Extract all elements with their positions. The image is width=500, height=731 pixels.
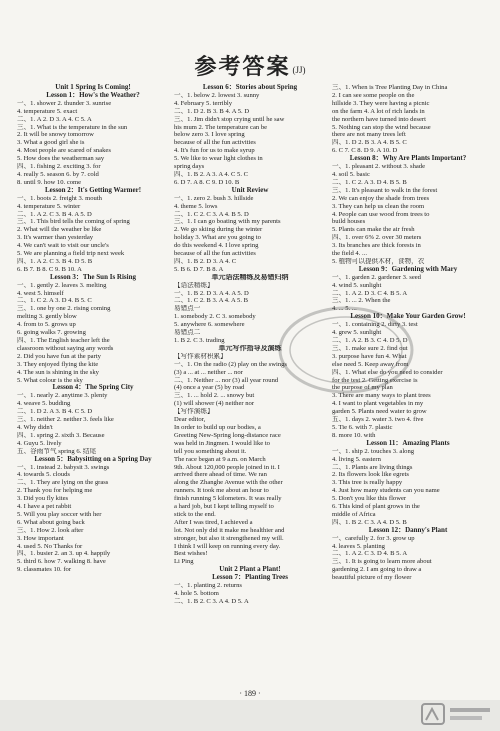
answer-line: 3. What a good girl she is (17, 139, 85, 147)
answer-line: 3. Its branches are thick forests in (332, 242, 421, 250)
answer-line: 四、1. The English teacher left the (17, 337, 110, 344)
answer-line: 1. somebody 2. C 3. somebody (174, 313, 256, 321)
answer-line: below zero 3. I love spring (174, 131, 245, 139)
answer-line: 4. wind 5. sunlight (332, 281, 382, 289)
answer-line: 二、1. Plants are living things (332, 463, 413, 471)
lesson-heading: Lesson 10：Make Your Garden Grow! (350, 313, 466, 321)
answer-line: 2. We go skiing during the winter (174, 226, 263, 234)
answer-line: 3. This tree is really happy (332, 479, 403, 487)
edition-badge: (JJ) (292, 65, 306, 76)
answer-line: 3. They can help us clean the room (332, 202, 425, 210)
answer-line: 4. really 5. season 6. by 7. cold (17, 170, 99, 178)
answer-line: 4. Guyu 5. lively (17, 439, 62, 447)
answer-line: 二、1. B 2. C 3. A 4. D 5. A (174, 597, 249, 605)
answer-line: because of all the fun activities (174, 139, 256, 147)
answer-line: 五、1. days 2. water 3. two 4. five (332, 416, 424, 424)
answer-line: (1) will shower (4) neither nor (174, 400, 255, 408)
lesson-heading: Lesson 3：The Sun Is Rising (50, 273, 136, 281)
answer-line: 9. classmates 10. for (17, 566, 72, 574)
answer-line: 4. west 5. himself (17, 289, 64, 297)
answer-line: 2. Did you have fun at the party (17, 352, 101, 360)
lesson-heading: Lesson 1：How's the Weather? (46, 91, 140, 99)
answer-line: 二、1. C 2. B 3. A 4. A 5. B (174, 297, 249, 305)
answer-line: 二、1. C 2. C 3. A 4. B 5. D (174, 210, 249, 218)
answer-line: 二、1. A 2. C 3. B 4. A 5. D (17, 210, 92, 218)
lesson-heading: Lesson 11：Amazing Plants (366, 439, 450, 447)
answer-line: 四、1. What else do you need to consider (332, 368, 443, 376)
answer-line: 一、carefully 2. for 3. grow up (332, 534, 415, 542)
answer-line: 四、1. B 2. A 3. A 4. C 5. C (174, 170, 249, 178)
answer-line: 一、1. nearly 2. anytime 3. plenty (17, 392, 108, 400)
answer-line: 9th. About 120,000 people joined in it. I (174, 463, 280, 471)
answer-line: 三、1. neither 2. neither 3. feels like (17, 416, 114, 424)
answer-line: middle of Africa (332, 510, 376, 518)
answer-line: 一、1. zero 2. bush 3. hillside (174, 194, 254, 202)
lesson-heading: Lesson 12：Danny's Plant (368, 526, 448, 534)
answer-line: 二、1. A 2. D 3. A 4. C 5. A (17, 115, 92, 123)
answer-line: runners. It took me about an hour to (174, 487, 269, 495)
answer-line: 6. C 7. C 8. D 9. A 10. D (332, 147, 398, 155)
answer-line: the purpose of my plan (332, 384, 393, 392)
answer-line: 【写作素材积累】 (174, 352, 227, 360)
answer-line: 4. I have a pet rabbit (17, 503, 72, 511)
answer-line: 一、1. below 2. lowest 3. sunny (174, 91, 260, 99)
answer-line: Greeting New-Spring long-distance race (174, 431, 281, 439)
answer-line: 三、1. Jim didn't stop crying until he saw (174, 115, 285, 123)
answer-line: 6. going walks 7. growing (17, 329, 86, 337)
lesson-heading: Unit 2 Plant a Plant! (219, 566, 281, 574)
answer-line: 易错点一 (174, 305, 201, 313)
answer-line: tell you something about it. (174, 447, 247, 455)
answer-line: 4. ... 5. ... (332, 305, 357, 313)
answer-line: 5. 植物可以提供木材，食物，衣 (332, 257, 425, 265)
answer-line: lot. Not only did it make me healthier and (174, 526, 285, 534)
answer-line: his mum 2. The temperature can be (174, 123, 268, 131)
lesson-heading: 单元写作指导及演练 (218, 344, 282, 352)
answer-line: 4. temperature 5. winter (17, 202, 81, 210)
answer-line: 2. Thank you for helping me (17, 487, 93, 495)
lesson-heading: Lesson 2：It's Getting Warmer! (44, 186, 142, 194)
answer-line: 5. We are planning a field trip next week (17, 250, 125, 258)
answer-line: 4. People can use wood from trees to (332, 210, 430, 218)
answer-line: 5. B 6. D 7. B 8. A (174, 265, 224, 273)
answer-line: spring days (174, 163, 205, 171)
answer-line: 二、1. C 2. A 3. D 4. B 5. B (332, 178, 407, 186)
answer-line: 三、1. It's pleasant to walk in the forest (332, 186, 438, 194)
answer-line: 3. There are many ways to plant trees (332, 392, 431, 400)
answer-line: else need 5. Keep away from (332, 360, 409, 368)
answer-line: 一、1. B 2. D 3. A 4. A 5. D (174, 289, 249, 297)
answer-line: 四、1. busier 2. an 3. up 4. happily (17, 550, 111, 558)
answer-line: 4. It's fun for us to make syrup (174, 147, 255, 155)
answer-line: 3. How important (17, 534, 64, 542)
lesson-heading: Unit 1 Spring Is Coming! (55, 84, 131, 91)
site-logo-watermark-icon (420, 700, 495, 728)
answer-line: 三、1. make sure 2. find out (332, 344, 408, 352)
lesson-heading: Lesson 9：Gardening with Mary (358, 265, 458, 273)
answer-line: 5. What colour is the sky (17, 376, 83, 384)
answer-line: 6. D 7. A 8. C 9. D 10. B (174, 178, 240, 186)
answer-column-1 (17, 84, 169, 574)
lesson-heading: Lesson 8：Why Are Plants Important? (349, 155, 467, 163)
answer-line: the field 4. ... (332, 250, 367, 258)
answer-line: holiday 3. What are you going to (174, 234, 261, 242)
answer-line: 2. We can enjoy the shade from trees (332, 194, 430, 202)
answer-line: along the Zhanghe Avenue with the other (174, 479, 283, 487)
answer-line: 易错点二 (174, 329, 201, 337)
answer-line: 三、1. What is the temperature in the sun (17, 123, 128, 131)
answer-line: stick to the end. (174, 510, 216, 518)
answer-line: 4. We can't wait to visit our uncle's (17, 242, 109, 250)
answer-line: 四、1. fishing 2. exciting 3. for (17, 163, 101, 171)
answer-line: 5. Don't you like this flower (332, 495, 407, 503)
answer-line: for the test 2. Getting exercise is (332, 376, 418, 384)
page-title: 参考答案 (194, 54, 291, 80)
answer-line: Dear editor, (174, 416, 206, 424)
answer-line: 4. Most people are scared of snakes (17, 147, 111, 155)
answer-line: 3. It's warmer than yesterday (17, 234, 94, 242)
answer-line: 三、1. It is going to learn more about (332, 558, 432, 566)
answer-line: 4. weave 5. budding (17, 400, 71, 408)
answer-line: 6. This kind of plant grows in the (332, 503, 420, 511)
answer-line: 四、1. D 2. B 3. A 4. B 5. C (332, 139, 407, 147)
answer-line: 4. hole 5. bottom (174, 590, 219, 597)
answer-line: 【写作演练】 (174, 408, 214, 416)
answer-line: 2. I can see some people on the (332, 91, 415, 99)
answer-line: 一、1. instead 2. babysit 3. swings (17, 463, 110, 471)
answer-line: 一、1. containing 2. dirty 3. test (332, 321, 418, 329)
answer-line: 四、1. spring 2. sixth 3. Because (17, 431, 105, 439)
answer-line: classroom without saying any words (17, 344, 114, 352)
answer-line: 五、谷雨节气 spring 6. 结尾 (17, 447, 97, 455)
answer-line: The race began at 9 a.m. on March (174, 455, 266, 463)
answer-line: 三、1. ... 2. When the (332, 297, 391, 305)
answer-line: 三、1. This bird tells the coming of spring (17, 218, 130, 226)
answer-line: 二、1. They are lying on the grass (17, 479, 109, 487)
answer-line: 4. towards 5. clouds (17, 471, 70, 479)
answer-line: 二、1. A 2. D 3. C 4. B 5. A (332, 289, 408, 297)
answer-line: I think I will keep on running every day. (174, 542, 281, 550)
answer-line: 二、1. D 2. B 3. B 4. A 5. D (174, 107, 250, 115)
answer-line: 四、1. B 2. D 3. A 4. C (174, 257, 237, 265)
answer-line: beautiful picture of my flower (332, 574, 412, 582)
answer-line: 二、1. D 2. A 3. B 4. C 5. D (17, 408, 93, 416)
answer-line: there are not many trees left (332, 131, 406, 139)
answer-line: 6. B 7. B 8. C 9. B 10. A (17, 265, 82, 273)
answer-line: melting 3. gently blow (17, 313, 77, 321)
answer-line: 4. leaves 5. planting (332, 542, 385, 550)
answer-line: 5. Tie 6. with 7. plastic (332, 423, 393, 431)
answer-line: gardening 2. I am going to draw a (332, 566, 422, 574)
answer-line: do this weekend 4. I love spring (174, 242, 259, 250)
answer-line: 4. Just how many students can you name (332, 487, 440, 495)
answer-line: 一、1. garden 2. gardener 3. seed (332, 273, 421, 281)
answer-line: 三、1. one by one 2. rising coming (17, 305, 111, 313)
answer-line: arrived there ahead of time. We ran (174, 471, 267, 479)
answer-line: 【语法精练】 (174, 281, 214, 289)
answer-line: 5. We like to wear light clothes in (174, 155, 263, 163)
answer-line: 一、1. pleasant 2. without 3. shade (332, 163, 426, 171)
answer-line: 8. until 9. how 10. come (17, 178, 82, 186)
answer-line: 二、1. A 2. B 3. C 4. D 5. D (332, 337, 408, 344)
answer-line: (3) a ... at ... neither ... nor (174, 368, 243, 376)
answer-line: 3. purpose have fun 4. What (332, 352, 407, 360)
lesson-heading: Lesson 6：Stories about Spring (202, 84, 298, 91)
answer-line: build houses (332, 218, 366, 226)
answer-line: 2. It will be snowy tomorrow (17, 131, 94, 139)
answer-line: 一、1. gently 2. leaves 3. melting (17, 281, 107, 289)
answer-line: 6. What about going back (17, 518, 85, 526)
answer-line: After I was tired, I achieved a (174, 518, 253, 526)
answer-line: 2. Its flowers look like egrets (332, 471, 409, 479)
answer-line: 5. third 6. how 7. walking 8. have (17, 558, 106, 566)
answer-line: 2. What will the weather be like (17, 226, 102, 234)
answer-line: 4. grew 5. sunlight (332, 329, 382, 337)
lesson-heading: 单元语法精练及易错归纳 (211, 273, 289, 281)
answer-line: (4) once a year (5) by road (174, 384, 245, 392)
answer-line: a hard job, but I kept telling myself to (174, 503, 274, 511)
answer-line: 二、1. A 2. C 3. D 4. B 5. A (332, 550, 408, 558)
answer-line: because of all the fun activities (174, 250, 256, 258)
answer-line: 二、1. C 2. A 3. D 4. B 5. C (17, 297, 92, 305)
page-number: · 189 · (239, 689, 261, 698)
answer-line: 一、1. On the radio (2) play on the swings (174, 360, 287, 368)
answer-line: 5. Will you play soccer with her (17, 510, 102, 518)
answer-line: 4. February 5. terribly (174, 99, 233, 107)
answer-line: 5. How does the weatherman say (17, 155, 105, 163)
answer-line: 1. B 2. C 3. trading (174, 337, 225, 344)
answer-line: 一、1. shower 2. thunder 3. sunrise (17, 99, 112, 107)
answer-line: 二、1. Neither ... nor (3) all year round (174, 376, 279, 384)
answer-line: In order to build up our bodies, a (174, 423, 261, 431)
answer-line: 一、1. ship 2. touches 3. along (332, 447, 415, 455)
answer-line: 4. The sun is shining in the sky (17, 368, 99, 376)
answer-line: stronger, but also it strengthened my will. (174, 534, 284, 542)
answer-line: 三、1. I can go boating with my parents (174, 218, 281, 226)
answer-line: 3. Did you fly kites (17, 495, 69, 503)
answer-line: 4. theme 5. lows (174, 202, 218, 210)
answer-line: 4. temperature 5. exact (17, 107, 78, 115)
lesson-heading: Lesson 7：Planting Trees (212, 574, 288, 582)
answer-line: finish running 5 kilometers. It was really (174, 495, 282, 503)
stamp-watermark-icon (276, 300, 416, 400)
answer-line: on the farm 4. A lot of rich lands in (332, 107, 425, 115)
answer-line: Li Ping (174, 558, 194, 566)
answer-line: 4. I want to plant vegetables in my (332, 400, 424, 408)
answer-line: the northern have turned into desert (332, 115, 426, 123)
lesson-heading: Lesson 4：The Spring City (52, 384, 134, 392)
answer-line: 三、1. When is Tree Planting Day in China (332, 84, 448, 91)
answer-line: Best wishes! (174, 550, 208, 558)
answer-line: was held in Jingmen. I would like to (174, 439, 270, 447)
answer-line: 三、1. ... hold 2. ... snowy but (174, 392, 255, 400)
answer-line: 5. Nothing can stop the wind because (332, 123, 431, 131)
page-header (0, 50, 500, 81)
answer-line: 3. They enjoyed flying the kite (17, 360, 99, 368)
answer-line: hillside 3. They were having a picnic (332, 99, 430, 107)
answer-line: 5. anywhere 6. somewhere (174, 321, 245, 329)
answer-line: 4. from to 5. grows up (17, 321, 76, 329)
answer-line: 一、1. boots 2. freight 3. mouth (17, 194, 102, 202)
answer-line: 5. Plants can make the air fresh (332, 226, 415, 234)
lesson-heading: Unit Review (231, 186, 269, 194)
answer-line: 三、1. How 2. look after (17, 526, 84, 534)
lesson-heading: Lesson 5：Babysitting on a Spring Day (34, 455, 152, 463)
answer-line: 一、1. planting 2. returns (174, 582, 242, 590)
answer-line: 4. soil 5. basic (332, 170, 370, 178)
answer-line: garden 5. Plants need water to grow (332, 408, 427, 416)
answer-line: 四、1. over 6% 2. over 30 meters (332, 234, 422, 242)
answer-line: 四、1. B 2. C 3. A 4. D 5. B (332, 518, 407, 526)
answer-line: 4. living 5. eastern (332, 455, 381, 463)
answer-line: 四、1. A 2. C 3. B 4. D 5. B (17, 257, 93, 265)
answer-line: 8. more 10. with (332, 431, 376, 439)
answer-line: 4. used 5. No Thanks for (17, 542, 83, 550)
answer-line: 4. Why didn't (17, 423, 53, 431)
